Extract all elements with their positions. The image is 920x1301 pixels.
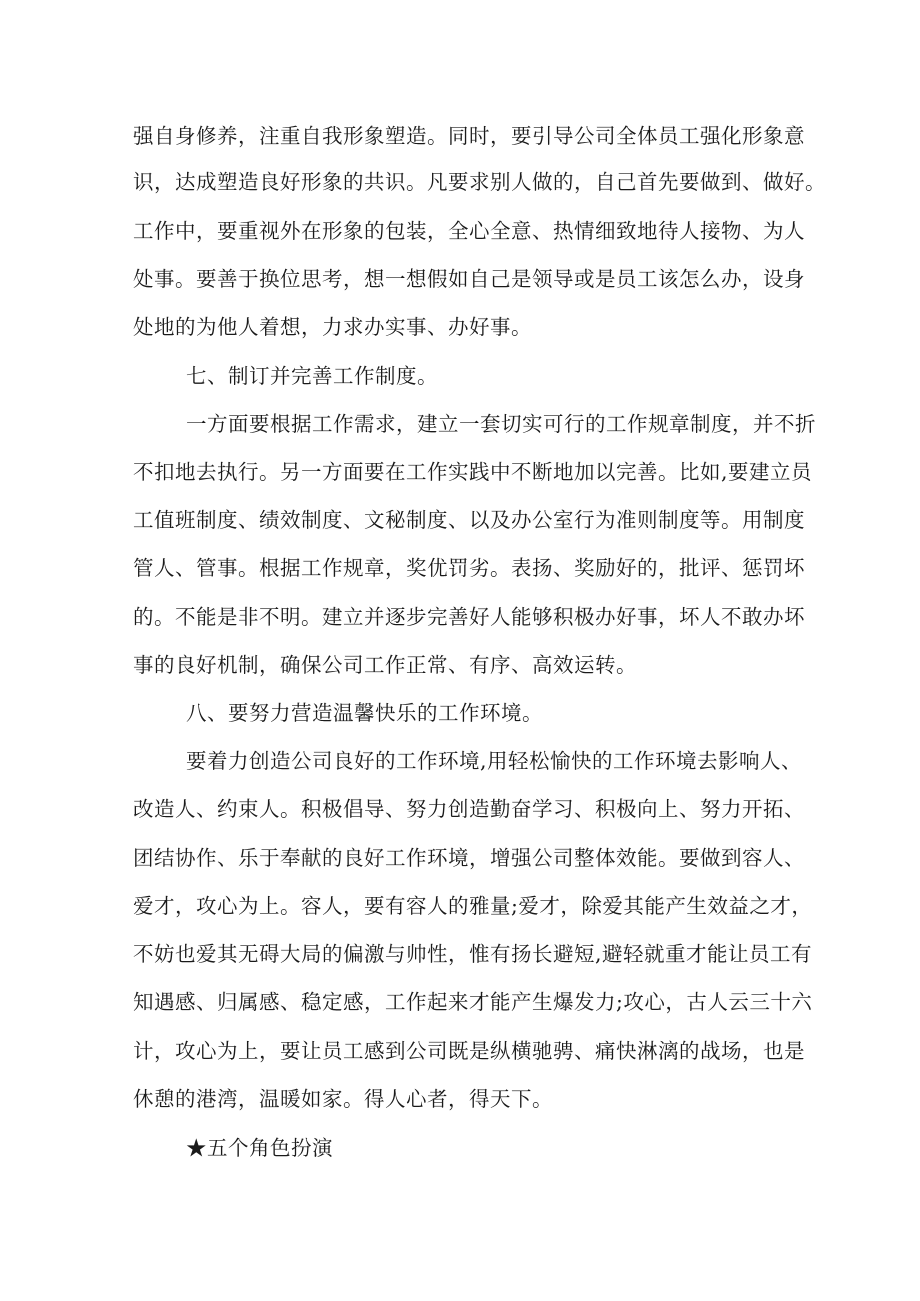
body-text-line: 不妨也爱其无碍大局的偏激与帅性，惟有扬长避短,避轻就重才能让员工有 xyxy=(133,942,813,966)
body-text-line: 处地的为他人着想，力求办实事、办好事。 xyxy=(133,315,532,339)
body-text-line: 改造人、约束人。积极倡导、努力创造勤奋学习、积极向上、努力开拓、 xyxy=(133,797,805,821)
body-text-line: 要着力创造公司良好的工作环境,用轻松愉快的工作环境去影响人、 xyxy=(186,749,803,773)
body-text-line: 工值班制度、绩效制度、文秘制度、以及办公室行为准则制度等。用制度 xyxy=(133,508,805,532)
body-text-line: 的。不能是非不明。建立并逐步完善好人能够积极办好事，坏人不敢办坏 xyxy=(133,605,805,629)
body-text-line: 计，攻心为上，要让员工感到公司既是纵横驰骋、痛快淋漓的战场，也是 xyxy=(133,1039,805,1063)
body-text-line: 处事。要善于换位思考，想一想假如自己是领导或是员工该怎么办，设身 xyxy=(133,267,805,291)
body-text-line: 管人、管事。根据工作规章，奖优罚劣。表扬、奖励好的，批评、惩罚坏 xyxy=(133,556,805,580)
body-text-line: 一方面要根据工作需求，建立一套切实可行的工作规章制度，并不折 xyxy=(186,412,816,436)
body-text-line: 识，达成塑造良好形象的共识。凡要求别人做的，自己首先要做到、做好。 xyxy=(133,170,826,194)
body-text-line: 知遇感、归属感、稳定感，工作起来才能产生爆发力;攻心，古人云三十六 xyxy=(133,990,813,1014)
body-text-line: 爱才，攻心为上。容人，要有容人的雅量;爱才，除爱其能产生效益之才， xyxy=(133,894,813,918)
body-text-line: 强自身修养，注重自我形象塑造。同时，要引导公司全体员工强化形象意 xyxy=(133,124,805,148)
body-text-line: 团结协作、乐于奉献的良好工作环境，增强公司整体效能。要做到容人、 xyxy=(133,846,805,870)
section-heading-8: 八、要努力营造温馨快乐的工作环境。 xyxy=(186,701,543,725)
section-heading-7: 七、制订并完善工作制度。 xyxy=(186,364,438,388)
body-text-line: 休憩的港湾，温暖如家。得人心者，得天下。 xyxy=(133,1087,553,1111)
section-heading-star: ★五个角色扮演 xyxy=(186,1136,333,1160)
body-text-line: 事的良好机制，确保公司工作正常、有序、高效运转。 xyxy=(133,653,637,677)
body-text-line: 不扣地去执行。另一方面要在工作实践中不断地加以完善。比如,要建立员 xyxy=(133,460,813,484)
body-text-line: 工作中，要重视外在形象的包装，全心全意、热情细致地待人接物、为人 xyxy=(133,219,805,243)
